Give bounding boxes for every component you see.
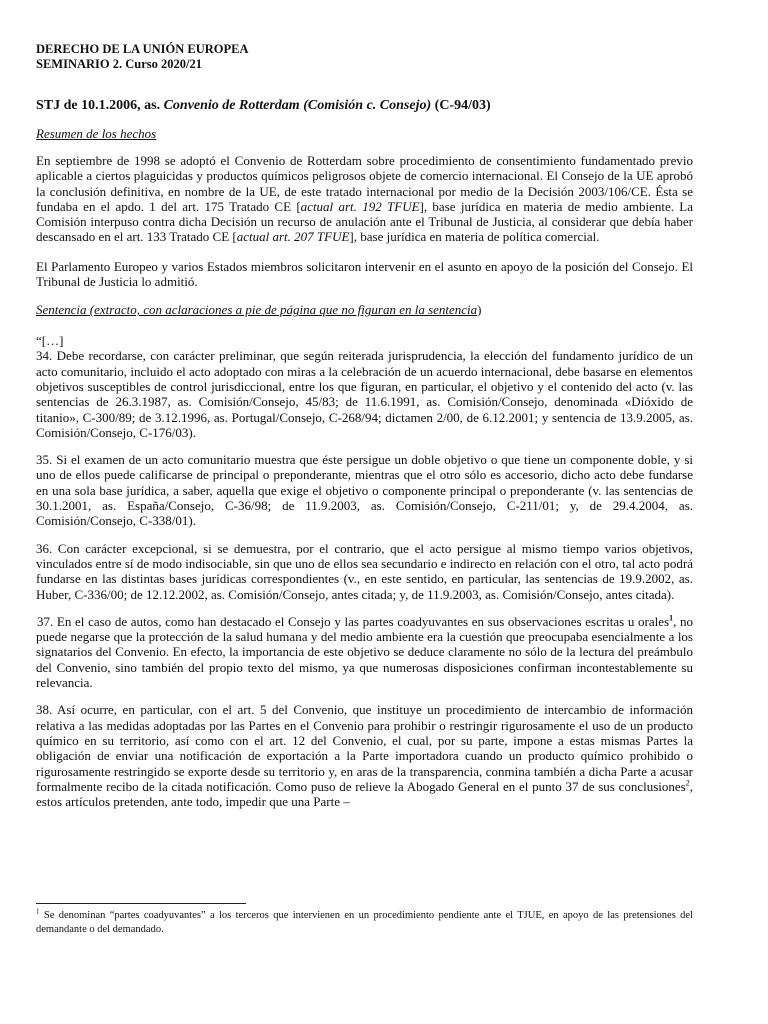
paragraph-38 (36, 702, 693, 809)
p37-text-b: , no puede negarse que la protección de la salud humana y del medio ambiente era la cuestión que preocupaba esencialmente a los signatarios del Convenio. En efecto, la importancia de este objetivo se deduce claramente no sólo de la lectura del preámbulo del Convenio, sino también del propio texto del mismo, ya que numerosas disposiciones confirman incontestablemente su relevancia. (36, 613, 694, 691)
footnote-ref-1: 1 (669, 613, 674, 623)
footnote-ref-2: 2 (685, 778, 690, 788)
facts-p1-text-a: En septiembre de 1998 se adoptó el Convenio de Rotterdam sobre procedimiento de consentimiento fundamentado previo aplicable a ciertos plaguicidas y productos químicos peligrosos objete de comercio internacional. El Consejo de la UE aprobó la conclusión definitiva, en nombre de la UE, de este tratado internacional por medio de la Decisión 2003/106/CE. Ésta se fundaba en el apdo. 1 del art. 175 Tratado CE [ (36, 153, 693, 214)
case-title (36, 97, 693, 114)
footnote-marker: 1 (36, 907, 40, 916)
case-name: Convenio de Rotterdam (Comisión c. Consejo) (163, 98, 432, 113)
facts-p1-italic-2: actual art. 207 TFUE (236, 229, 350, 245)
case-number: (C-94/03) (431, 98, 491, 113)
facts-p1-text-b: ], base jurídica en materia de medio ambiente. La Comisión interpuso contra dicha Decisión un recurso de anulación ante el Tribunal de Justicia, al considerar que debía haber descansado en el art. 133 Tratado CE [ (36, 198, 694, 245)
facts-heading: Resumen de los hechos (36, 126, 157, 141)
facts-p1-italic-1: actual art. 192 TFUE (300, 198, 420, 214)
footnote-1 (36, 909, 693, 937)
paragraph-36: 36. Con carácter excepcional, si se demuestra, por el contrario, que el acto persigue al mismo tiempo varios objetivos, vinculados entre sí de modo indisociable, sin que uno de ellos sea secundario e indirecto en relación con el otro, tal acto podrá fundarse en las distintas bases jurídicas correspondientes (v., en este sentido, en particular, las sentencias de 19.9.2002, as. Huber, C-336/00; de 12.12.2002, as. Comisión/Consejo, antes citada; y, de 11.9.2003, as. Comisión/Consejo, antes citada). (36, 540, 693, 602)
paragraph-35: 35. Si el examen de un acto comunitario muestra que éste persigue un doble objetivo o que tiene un componente doble, y si uno de ellos puede calificarse de principal o preponderante, mientras que el otro sólo es accesorio, dicho acto debe fundarse en una sola base jurídica, a saber, aquella que exige el objetivo o componente principal o preponderante (v. las sentencias de 30.1.2001, as. España/Consejo, C-36/98; de 11.9.2003, as. Comisión/Consejo, C-211/01; y, de 29.4.2004, as. Comisión/Consejo, C-338/01). (36, 452, 693, 529)
footnote-text: Se denominan “partes coadyuvantes” a los terceros que intervienen en un procedimiento pendiente ante el TJUE, en apoyo de las pretensiones del demandante o del demandado. (36, 910, 693, 935)
paragraph-37 (36, 614, 693, 690)
p37-text-a: 37. En el caso de autos, como han destacado el Consejo y las partes coadyuvantes en sus observaciones escritas u orales (37, 613, 670, 629)
judgment-heading-text: Sentencia (extracto, con aclaraciones a pie de página que no figuran en la sentencia (36, 302, 478, 318)
judgment-heading (36, 302, 693, 318)
document-body (36, 42, 693, 809)
footnote-separator (36, 903, 246, 904)
facts-p1-text-c: ], base jurídica en materia de política comercial. (349, 229, 600, 245)
open-quote: “[…] (36, 333, 64, 349)
p38-text-b: , estos artículos pretenden, ante todo, impedir que una Parte – (36, 778, 693, 810)
facts-paragraph-2: El Parlamento Europeo y varios Estados miembros solicitaron intervenir en el asunto en apoyo de la posición del Consejo. El Tribunal de Justicia lo admitió. (36, 258, 693, 290)
seminar-title: SEMINARIO 2. Curso 2020/21 (36, 57, 202, 71)
paragraph-34: 34. Debe recordarse, con carácter preliminar, que según reiterada jurisprudencia, la elección del fundamento jurídico de un acto comunitario, incluido el acto adoptado con miras a la celebración de un acuerdo internacional, debe basarse en elementos objetivos susceptibles de control jurisdiccional, entre los que figuran, en particular, el objetivo y el contenido del acto (v. las sentencias de 26.3.1987, as. Comisión/Consejo, 45/83; de 11.6.1991, as. Comisión/Consejo, denominada «Dióxido de titanio», C-300/89; de 3.12.1996, as. Portugal/Consejo, C-268/94; dictamen 2/00, de 6.12.2001; y sentencia de 13.9.2005, as. Comisión/Consejo, C-176/03). (36, 348, 693, 440)
p38-text-a: 38. Así ocurre, en particular, con el art. 5 del Convenio, que instituye un procedimiento de intercambio de información relativa a las medidas adoptadas por las Partes en el Convenio para prohibir o restringir rigurosamente el uso de un producto químico en su territorio, así como con el art. 12 del Convenio, el cual, por su parte, impone a estas mismas Partes la obligación de enviar una notificación de exportación a la Parte importadora cuando un producto químico prohibido o rigurosamente restringido se exporte desde su territorio y, en aras de la transparencia, conmina también a dicha Parte a acusar formalmente recibo de la citada notificación. Como puso de relieve la Abogado General en el punto 37 de sus conclusiones (36, 702, 693, 794)
course-title: DERECHO DE LA UNIÓN EUROPEA (36, 42, 249, 56)
judgment-heading-close: ) (477, 302, 482, 318)
facts-paragraph-1 (36, 153, 693, 245)
case-prefix: STJ de 10.1.2006, as. (36, 98, 164, 113)
